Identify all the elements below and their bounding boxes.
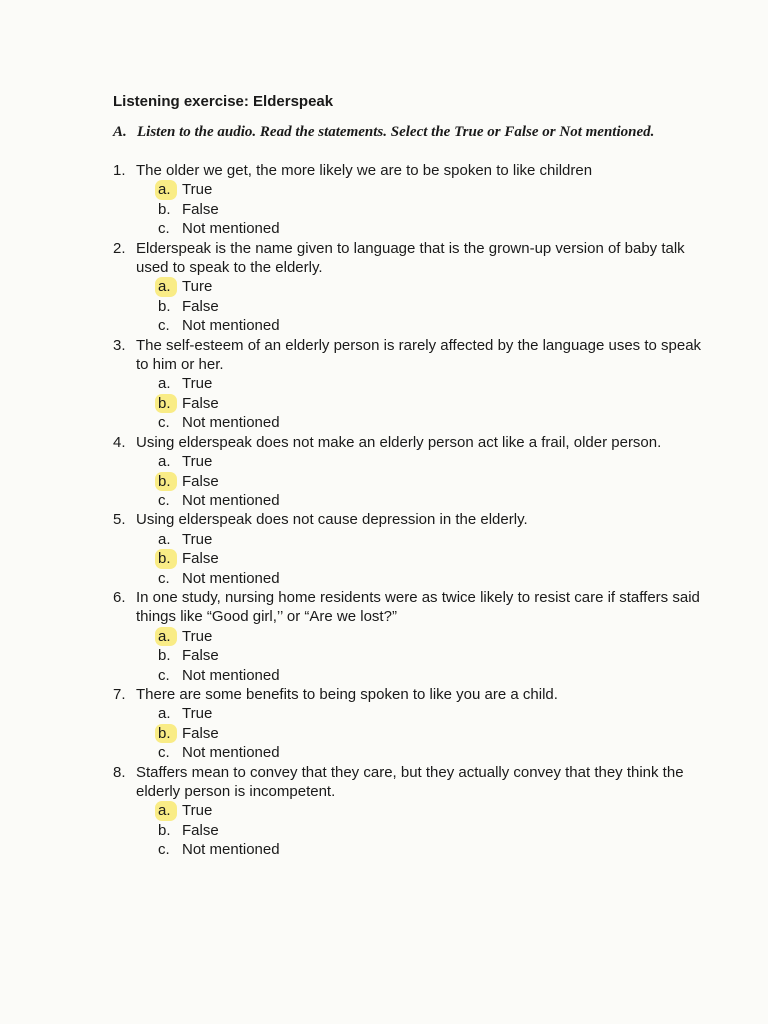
option-letter: a.: [158, 375, 171, 393]
question-text: The older we get, the more likely we are to be spoken to like children: [136, 162, 593, 179]
option-list: [113, 627, 713, 685]
question-number: 3.: [113, 336, 126, 354]
option-text: Ture: [182, 278, 213, 296]
option-text: True: [182, 453, 213, 471]
option-text: True: [182, 705, 213, 723]
question-item: [113, 510, 713, 588]
option-text: False: [182, 821, 219, 839]
option-text: True: [182, 802, 213, 820]
instruction-text: Listen to the audio. Read the statements. Select the True or False or Not mentioned.: [137, 124, 655, 140]
question-row: [113, 763, 713, 802]
question-item: [113, 588, 713, 685]
option-text: False: [182, 200, 219, 218]
answer-option[interactable]: [158, 374, 713, 393]
answer-option[interactable]: [158, 549, 713, 568]
question-text: Using elderspeak does not cause depression in the elderly.: [136, 511, 528, 529]
instruction-label: A.: [113, 124, 127, 140]
question-item: [113, 161, 713, 239]
option-list: [113, 374, 713, 432]
option-text: False: [182, 297, 219, 315]
page-title: Listening exercise: Elderspeak: [113, 93, 334, 110]
option-letter-highlighted: a.: [155, 277, 177, 296]
question-number: 4.: [113, 433, 126, 451]
answer-option[interactable]: [158, 277, 713, 296]
option-text: Not mentioned: [182, 220, 280, 238]
question-text: Using elderspeak does not make an elderly person act like a frail, older person.: [136, 433, 662, 451]
option-text: False: [182, 724, 219, 742]
answer-option[interactable]: [158, 297, 713, 316]
question-text: The self-esteem of an elderly person is rarely affected by the language uses to speak to him or her.: [136, 336, 702, 374]
option-text: Not mentioned: [182, 569, 280, 587]
option-letter-highlighted: a.: [155, 801, 177, 820]
question-row: [113, 685, 713, 704]
option-text: False: [182, 394, 219, 412]
option-letter: a.: [158, 453, 171, 471]
option-list: [113, 530, 713, 588]
option-letter-highlighted: a.: [155, 627, 177, 646]
answer-option[interactable]: [158, 316, 713, 335]
answer-option[interactable]: [158, 743, 713, 762]
option-text: True: [182, 627, 213, 645]
question-text: There are some benefits to being spoken to like you are a child.: [136, 685, 558, 703]
answer-option[interactable]: [158, 821, 713, 840]
option-text: True: [182, 375, 213, 393]
option-list: [113, 801, 713, 859]
answer-option[interactable]: [158, 491, 713, 510]
option-text: Not mentioned: [182, 841, 280, 859]
option-letter: c.: [158, 317, 170, 335]
question-text: Staffers mean to convey that they care, but they actually convey that they think the elderly person is incompetent.: [136, 763, 684, 800]
answer-option[interactable]: [158, 394, 713, 413]
option-letter: b.: [158, 821, 171, 839]
option-letter: c.: [158, 569, 170, 587]
question-list: [113, 161, 713, 860]
answer-option[interactable]: [158, 724, 713, 743]
question-row: [113, 433, 713, 452]
option-list: [113, 180, 713, 238]
question-number: 1.: [113, 162, 126, 179]
option-text: False: [182, 472, 219, 490]
option-text: True: [182, 530, 213, 548]
answer-option[interactable]: [158, 472, 713, 491]
answer-option[interactable]: [158, 180, 713, 199]
question-text: Elderspeak is the name given to language that is the grown-up version of baby talk used to speak to the elderly.: [136, 239, 685, 277]
option-text: Not mentioned: [182, 666, 280, 684]
option-text: True: [182, 181, 213, 199]
option-list: [113, 452, 713, 510]
question-number: 7.: [113, 685, 126, 703]
answer-option[interactable]: [158, 627, 713, 646]
option-letter: b.: [158, 200, 171, 218]
option-letter: c.: [158, 220, 170, 238]
question-number: 6.: [113, 588, 126, 606]
option-letter: c.: [158, 414, 170, 432]
option-text: False: [182, 550, 219, 568]
option-list: [113, 277, 713, 335]
option-letter: a.: [158, 705, 171, 723]
question-item: [113, 433, 713, 511]
option-letter-highlighted: b.: [155, 472, 177, 491]
instruction: [113, 124, 733, 141]
question-row: [113, 239, 713, 278]
question-item: [113, 685, 713, 763]
option-letter: c.: [158, 841, 170, 859]
answer-option[interactable]: [158, 646, 713, 665]
option-text: Not mentioned: [182, 414, 280, 432]
question-item: [113, 239, 713, 336]
option-letter: c.: [158, 744, 170, 762]
question-number: 8.: [113, 763, 126, 781]
option-letter: c.: [158, 491, 170, 509]
question-row: [113, 510, 713, 529]
option-letter-highlighted: b.: [155, 394, 177, 413]
question-item: [113, 763, 713, 860]
answer-option[interactable]: [158, 704, 713, 723]
question-number: 5.: [113, 511, 126, 529]
option-text: False: [182, 647, 219, 665]
question-row: [113, 161, 713, 180]
answer-option[interactable]: [158, 200, 713, 219]
answer-option[interactable]: [158, 666, 713, 685]
option-letter: a.: [158, 530, 171, 548]
question-item: [113, 336, 713, 433]
option-letter-highlighted: a.: [155, 180, 177, 199]
option-letter-highlighted: b.: [155, 549, 177, 568]
option-list: [113, 704, 713, 762]
option-text: Not mentioned: [182, 317, 280, 335]
question-row: [113, 588, 713, 627]
answer-option[interactable]: [158, 219, 713, 238]
answer-option[interactable]: [158, 413, 713, 432]
option-letter: b.: [158, 297, 171, 315]
answer-option[interactable]: [158, 569, 713, 588]
question-number: 2.: [113, 239, 126, 257]
answer-option[interactable]: [158, 801, 713, 820]
option-letter: c.: [158, 666, 170, 684]
option-letter-highlighted: b.: [155, 724, 177, 743]
option-text: Not mentioned: [182, 491, 280, 509]
answer-option[interactable]: [158, 840, 713, 859]
question-row: [113, 336, 713, 375]
option-letter: b.: [158, 647, 171, 665]
question-text: In one study, nursing home residents were as twice likely to resist care if staffers said things like “Good girl,’’ or “Are we lost?”: [136, 588, 700, 626]
option-text: Not mentioned: [182, 744, 280, 762]
answer-option[interactable]: [158, 530, 713, 549]
answer-option[interactable]: [158, 452, 713, 471]
